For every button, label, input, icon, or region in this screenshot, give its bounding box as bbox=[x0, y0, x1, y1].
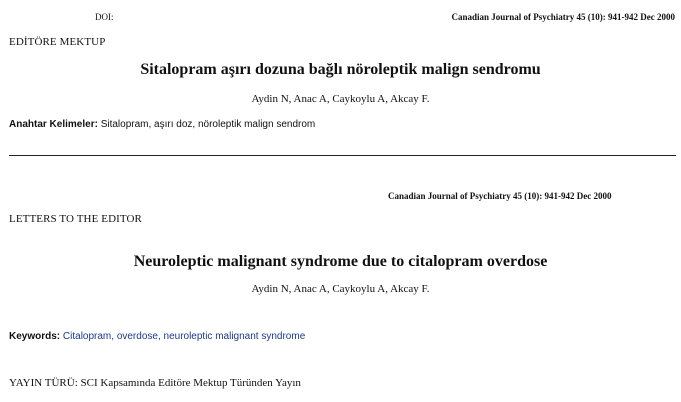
title-english: Neuroleptic malignant syndrome due to citalopram overdose bbox=[133, 253, 548, 270]
journal-citation-top: Canadian Journal of Psychiatry 45 (10): 941-942 Dec 2000 bbox=[451, 12, 675, 22]
keywords-text-english: Citalopram, overdose, neuroleptic malignant syndrome bbox=[62, 331, 306, 342]
authors-turkish: Aydin N, Anac A, Caykoylu A, Akcay F. bbox=[251, 93, 430, 105]
section-label-turkish: EDİTÖRE MEKTUP bbox=[9, 36, 106, 48]
title-turkish: Sitalopram aşırı dozuna bağlı nöroleptik malign sendromu bbox=[140, 61, 541, 78]
section-divider bbox=[9, 155, 676, 156]
keywords-turkish bbox=[9, 119, 315, 130]
publication-type: YAYIN TÜRÜ: SCI Kapsamında Editöre Mektup Türünden Yayın bbox=[9, 377, 301, 389]
keywords-label-turkish: Anahtar Kelimeler: bbox=[9, 119, 98, 130]
journal-citation-english: Canadian Journal of Psychiatry 45 (10): 941-942 Dec 2000 bbox=[388, 191, 612, 201]
keywords-english bbox=[9, 331, 305, 342]
keywords-label-english: Keywords: bbox=[9, 331, 61, 342]
authors-english: Aydin N, Anac A, Caykoylu A, Akcay F. bbox=[251, 283, 430, 295]
keywords-text-turkish: Sitalopram, aşırı doz, nöroleptik malign sendrom bbox=[100, 119, 316, 130]
section-label-english: LETTERS TO THE EDITOR bbox=[9, 213, 142, 225]
doi-label: DOI: bbox=[95, 12, 114, 22]
